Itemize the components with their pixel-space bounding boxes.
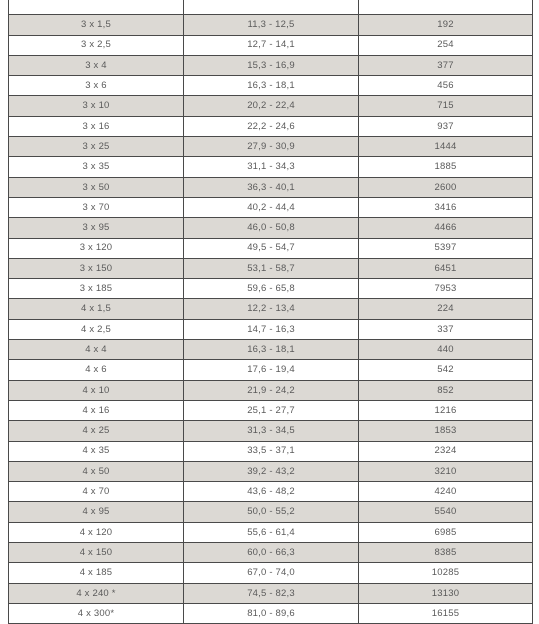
cross-section-cell: 4 x 4 [9,340,184,360]
weight-cell: 8385 [359,543,533,563]
weight-cell: 2324 [359,441,533,461]
table-row [9,380,533,400]
weight-cell: 1853 [359,421,533,441]
table-row [9,603,533,623]
weight-cell: 1444 [359,137,533,157]
cross-section-cell: 4 x 1,5 [9,299,184,319]
outer-diameter-cell: 16,3 - 18,1 [184,76,359,96]
outer-diameter-cell [184,0,359,15]
table-row [9,583,533,603]
cross-section-cell: 3 x 2,5 [9,35,184,55]
weight-cell: 6985 [359,522,533,542]
outer-diameter-cell: 55,6 - 61,4 [184,522,359,542]
cross-section-cell: 3 x 16 [9,116,184,136]
outer-diameter-cell: 50,0 - 55,2 [184,502,359,522]
cross-section-cell: 4 x 16 [9,400,184,420]
table-row [9,441,533,461]
table-row [9,35,533,55]
outer-diameter-cell: 53,1 - 58,7 [184,258,359,278]
outer-diameter-cell: 60,0 - 66,3 [184,543,359,563]
table-row [9,360,533,380]
weight-cell: 337 [359,319,533,339]
table-row [9,543,533,563]
cross-section-cell: 3 x 150 [9,258,184,278]
outer-diameter-cell: 31,1 - 34,3 [184,157,359,177]
table-row [9,177,533,197]
outer-diameter-cell: 16,3 - 18,1 [184,340,359,360]
weight-cell: 852 [359,380,533,400]
table-row [9,461,533,481]
outer-diameter-cell: 15,3 - 16,9 [184,55,359,75]
outer-diameter-cell: 11,3 - 12,5 [184,15,359,35]
weight-cell: 2600 [359,177,533,197]
cross-section-cell: 3 x 185 [9,279,184,299]
outer-diameter-cell: 12,2 - 13,4 [184,299,359,319]
outer-diameter-cell: 27,9 - 30,9 [184,137,359,157]
cross-section-cell: 3 x 70 [9,197,184,217]
weight-cell: 4466 [359,218,533,238]
table-row [9,0,533,15]
cross-section-cell: 3 x 25 [9,137,184,157]
cross-section-cell: 3 x 95 [9,218,184,238]
cross-section-cell: 4 x 10 [9,380,184,400]
table-row [9,563,533,583]
cross-section-cell: 4 x 120 [9,522,184,542]
weight-cell: 377 [359,55,533,75]
outer-diameter-cell: 36,3 - 40,1 [184,177,359,197]
outer-diameter-cell: 31,3 - 34,5 [184,421,359,441]
weight-cell: 456 [359,76,533,96]
outer-diameter-cell: 17,6 - 19,4 [184,360,359,380]
cable-spec-table-container [8,0,532,624]
weight-cell: 13130 [359,583,533,603]
weight-cell: 192 [359,15,533,35]
table-row [9,299,533,319]
cross-section-cell: 4 x 240 * [9,583,184,603]
table-row [9,137,533,157]
weight-cell: 5397 [359,238,533,258]
cross-section-cell: 3 x 50 [9,177,184,197]
cross-section-cell [9,0,184,15]
cross-section-cell: 4 x 2,5 [9,319,184,339]
table-row [9,116,533,136]
weight-cell: 1216 [359,400,533,420]
weight-cell: 1885 [359,157,533,177]
cross-section-cell: 4 x 50 [9,461,184,481]
outer-diameter-cell: 49,5 - 54,7 [184,238,359,258]
table-row [9,218,533,238]
table-row [9,238,533,258]
table-row [9,197,533,217]
table-row [9,96,533,116]
weight-cell: 7953 [359,279,533,299]
outer-diameter-cell: 39,2 - 43,2 [184,461,359,481]
table-row [9,157,533,177]
weight-cell: 542 [359,360,533,380]
outer-diameter-cell: 81,0 - 89,6 [184,603,359,623]
outer-diameter-cell: 22,2 - 24,6 [184,116,359,136]
outer-diameter-cell: 43,6 - 48,2 [184,482,359,502]
weight-cell: 4240 [359,482,533,502]
weight-cell: 440 [359,340,533,360]
outer-diameter-cell: 33,5 - 37,1 [184,441,359,461]
cross-section-cell: 4 x 95 [9,502,184,522]
table-row [9,76,533,96]
table-body [9,0,533,624]
cross-section-cell: 3 x 1,5 [9,15,184,35]
cross-section-cell: 3 x 6 [9,76,184,96]
cross-section-cell: 4 x 25 [9,421,184,441]
weight-cell [359,0,533,15]
outer-diameter-cell: 59,6 - 65,8 [184,279,359,299]
table-row [9,400,533,420]
table-row [9,319,533,339]
table-row [9,258,533,278]
cross-section-cell: 4 x 6 [9,360,184,380]
weight-cell: 5540 [359,502,533,522]
outer-diameter-cell: 67,0 - 74,0 [184,563,359,583]
cross-section-cell: 3 x 120 [9,238,184,258]
outer-diameter-cell: 40,2 - 44,4 [184,197,359,217]
outer-diameter-cell: 46,0 - 50,8 [184,218,359,238]
cross-section-cell: 4 x 150 [9,543,184,563]
weight-cell: 715 [359,96,533,116]
cross-section-cell: 3 x 35 [9,157,184,177]
table-row [9,502,533,522]
outer-diameter-cell: 20,2 - 22,4 [184,96,359,116]
table-row [9,482,533,502]
weight-cell: 10285 [359,563,533,583]
table-row [9,279,533,299]
weight-cell: 937 [359,116,533,136]
outer-diameter-cell: 21,9 - 24,2 [184,380,359,400]
weight-cell: 3210 [359,461,533,481]
table-row [9,421,533,441]
outer-diameter-cell: 12,7 - 14,1 [184,35,359,55]
table-row [9,55,533,75]
cross-section-cell: 4 x 185 [9,563,184,583]
cross-section-cell: 4 x 35 [9,441,184,461]
table-row [9,15,533,35]
table-row [9,340,533,360]
cross-section-cell: 3 x 4 [9,55,184,75]
weight-cell: 224 [359,299,533,319]
outer-diameter-cell: 25,1 - 27,7 [184,400,359,420]
cable-spec-table [8,0,533,624]
outer-diameter-cell: 14,7 - 16,3 [184,319,359,339]
weight-cell: 6451 [359,258,533,278]
weight-cell: 16155 [359,603,533,623]
cross-section-cell: 4 x 300* [9,603,184,623]
outer-diameter-cell: 74,5 - 82,3 [184,583,359,603]
cross-section-cell: 4 x 70 [9,482,184,502]
weight-cell: 3416 [359,197,533,217]
weight-cell: 254 [359,35,533,55]
table-row [9,522,533,542]
cross-section-cell: 3 x 10 [9,96,184,116]
